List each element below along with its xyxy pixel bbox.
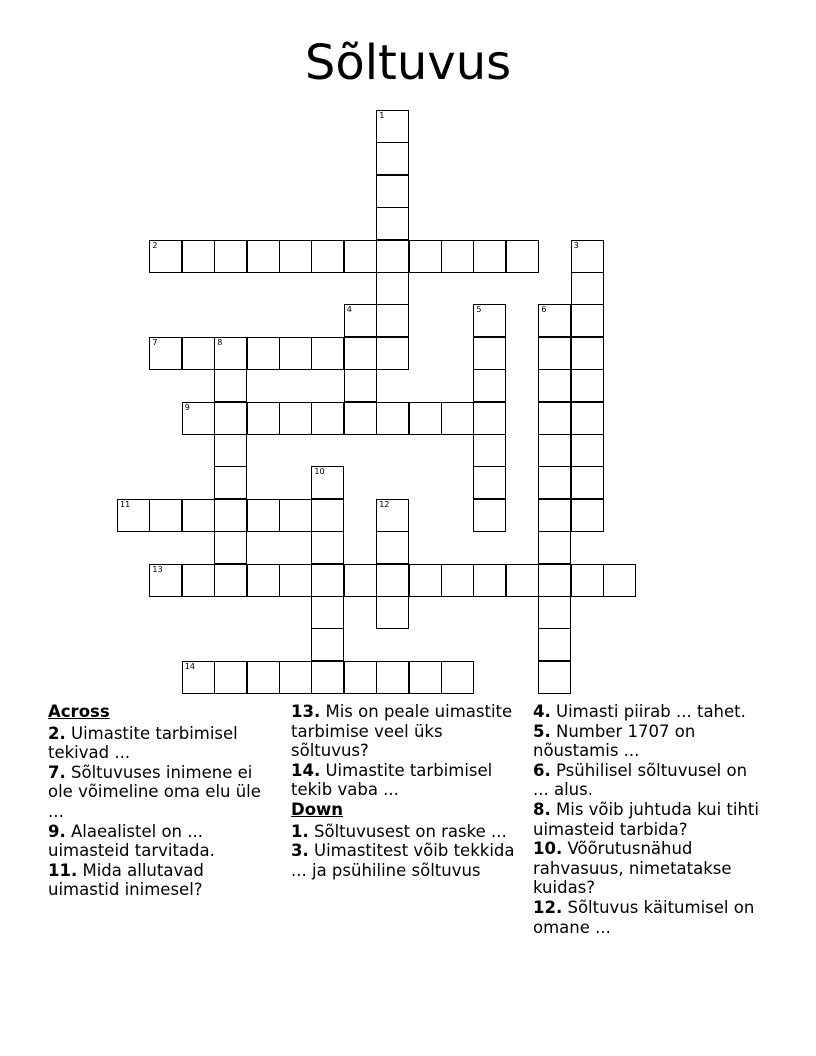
grid-cell[interactable] bbox=[538, 596, 571, 629]
grid-cell[interactable] bbox=[214, 240, 247, 273]
clue-number: 11 bbox=[120, 499, 131, 509]
grid-cell[interactable] bbox=[214, 369, 247, 402]
clue-down-4: 4. Uimasti piirab ... tahet. bbox=[533, 702, 746, 721]
clue-number: 9 bbox=[184, 402, 190, 412]
grid-cell[interactable] bbox=[279, 240, 312, 273]
grid-cell[interactable] bbox=[376, 596, 409, 629]
grid-cell[interactable] bbox=[214, 466, 247, 499]
grid-cell[interactable] bbox=[376, 402, 409, 435]
grid-cell[interactable] bbox=[247, 337, 280, 370]
grid-cell[interactable] bbox=[571, 466, 604, 499]
clue-down-5: 5. Number 1707 on nõustamis ... bbox=[533, 721, 696, 761]
clue-across-14: 14. Uimastite tarbimisel tekib vaba ... bbox=[291, 760, 493, 800]
grid-cell[interactable] bbox=[247, 564, 280, 597]
grid-cell[interactable] bbox=[311, 596, 344, 629]
clue-down-3: 3. Uimastitest võib tekkida ... ja psühiline sõltuvus bbox=[291, 841, 515, 880]
grid-cell[interactable] bbox=[506, 240, 539, 273]
grid-cell[interactable] bbox=[182, 337, 215, 370]
grid-cell[interactable] bbox=[571, 564, 604, 597]
grid-cell[interactable] bbox=[538, 499, 571, 532]
grid-cell[interactable] bbox=[182, 661, 215, 694]
grid-cell[interactable] bbox=[538, 434, 571, 467]
grid-cell[interactable] bbox=[279, 337, 312, 370]
grid-cell[interactable] bbox=[182, 499, 215, 532]
grid-cell[interactable] bbox=[538, 564, 571, 597]
clue-number: 5 bbox=[476, 305, 482, 315]
grid-cell[interactable] bbox=[538, 369, 571, 402]
grid-cell[interactable] bbox=[214, 564, 247, 597]
grid-cell[interactable] bbox=[473, 369, 506, 402]
grid-cell[interactable] bbox=[376, 531, 409, 564]
grid-cell[interactable] bbox=[311, 240, 344, 273]
grid-cell[interactable] bbox=[344, 402, 377, 435]
grid-cell[interactable] bbox=[473, 337, 506, 370]
across-heading: Across bbox=[48, 702, 110, 721]
grid-cell[interactable] bbox=[214, 434, 247, 467]
grid-cell[interactable] bbox=[538, 661, 571, 694]
grid-cell[interactable] bbox=[149, 564, 182, 597]
grid-cell[interactable] bbox=[214, 661, 247, 694]
clue-number: 8 bbox=[217, 337, 223, 347]
grid-cell[interactable] bbox=[311, 402, 344, 435]
grid-cell[interactable] bbox=[538, 466, 571, 499]
grid-cell[interactable] bbox=[344, 661, 377, 694]
grid-cell[interactable] bbox=[538, 337, 571, 370]
grid-cell[interactable] bbox=[344, 304, 377, 337]
grid-cell[interactable] bbox=[376, 661, 409, 694]
grid-cell[interactable] bbox=[182, 240, 215, 273]
grid-cell[interactable] bbox=[376, 175, 409, 208]
grid-cell[interactable] bbox=[409, 564, 442, 597]
clues-column-2 bbox=[291, 702, 523, 880]
grid-cell[interactable] bbox=[311, 661, 344, 694]
grid-cell[interactable] bbox=[473, 499, 506, 532]
grid-cell[interactable] bbox=[538, 304, 571, 337]
grid-cell[interactable] bbox=[571, 272, 604, 305]
grid-cell[interactable] bbox=[473, 402, 506, 435]
grid-cell[interactable] bbox=[376, 207, 409, 240]
grid-cell[interactable] bbox=[214, 531, 247, 564]
grid-cell[interactable] bbox=[344, 240, 377, 273]
clue-down-10: 10. Võõrutusnähud rahvasuus, nimetatakse kuidas? bbox=[533, 839, 732, 898]
clue-number: 7 bbox=[152, 337, 158, 347]
grid-cell[interactable] bbox=[279, 402, 312, 435]
grid-cell[interactable] bbox=[376, 304, 409, 337]
grid-cell[interactable] bbox=[571, 434, 604, 467]
clue-number: 2 bbox=[152, 240, 158, 250]
grid-cell[interactable] bbox=[571, 402, 604, 435]
grid-cell[interactable] bbox=[376, 272, 409, 305]
grid-cell[interactable] bbox=[376, 240, 409, 273]
grid-cell[interactable] bbox=[214, 499, 247, 532]
clue-number: 6 bbox=[541, 305, 547, 315]
grid-cell[interactable] bbox=[409, 661, 442, 694]
grid-cell[interactable] bbox=[441, 661, 474, 694]
grid-cell[interactable] bbox=[473, 240, 506, 273]
grid-cell[interactable] bbox=[279, 499, 312, 532]
clue-across-13: 13. Mis on peale uimastite tarbimise veel üks sõltuvus? bbox=[291, 702, 513, 761]
clue-across-2: 2. Uimastite tarbimisel tekivad ... bbox=[48, 723, 238, 763]
grid-cell[interactable] bbox=[182, 564, 215, 597]
grid-cell[interactable] bbox=[441, 564, 474, 597]
grid-cell[interactable] bbox=[214, 402, 247, 435]
clue-across-11: 11. Mida allutavad uimastid inimesel? bbox=[48, 860, 204, 900]
grid-cell[interactable] bbox=[149, 337, 182, 370]
grid-cell[interactable] bbox=[571, 337, 604, 370]
grid-cell[interactable] bbox=[376, 142, 409, 175]
grid-cell[interactable] bbox=[571, 499, 604, 532]
clue-across-9: 9. Alaealistel on ... uimasteid tarvitada. bbox=[48, 821, 215, 861]
grid-cell[interactable] bbox=[409, 402, 442, 435]
clues-column-3 bbox=[533, 702, 765, 937]
grid-cell[interactable] bbox=[538, 628, 571, 661]
grid-cell[interactable] bbox=[344, 564, 377, 597]
grid-cell[interactable] bbox=[344, 337, 377, 370]
clue-number: 3 bbox=[573, 240, 579, 250]
grid-cell[interactable] bbox=[473, 304, 506, 337]
grid-cell[interactable] bbox=[247, 661, 280, 694]
grid-cell[interactable] bbox=[247, 402, 280, 435]
grid-cell[interactable] bbox=[182, 402, 215, 435]
grid-cell[interactable] bbox=[571, 240, 604, 273]
grid-cell[interactable] bbox=[538, 531, 571, 564]
grid-cell[interactable] bbox=[376, 564, 409, 597]
clue-number: 1 bbox=[379, 111, 385, 120]
grid-cell[interactable] bbox=[571, 304, 604, 337]
grid-cell[interactable] bbox=[149, 499, 182, 532]
clue-number: 4 bbox=[346, 305, 352, 315]
grid-cell[interactable] bbox=[473, 564, 506, 597]
grid-cell[interactable] bbox=[603, 564, 636, 597]
grid-cell[interactable] bbox=[344, 369, 377, 402]
grid-cell[interactable] bbox=[376, 337, 409, 370]
grid-cell[interactable] bbox=[506, 564, 539, 597]
clue-down-1: 1. Sõltuvusest on raske ... bbox=[291, 821, 507, 841]
grid-cell[interactable] bbox=[311, 564, 344, 597]
grid-cell[interactable] bbox=[473, 434, 506, 467]
grid-cell[interactable] bbox=[441, 402, 474, 435]
clue-number: 14 bbox=[184, 661, 195, 671]
grid-cell[interactable] bbox=[538, 402, 571, 435]
grid-cell[interactable] bbox=[311, 499, 344, 532]
grid-cell[interactable] bbox=[117, 499, 150, 532]
clue-down-12: 12. Sõltuvus käitumisel on omane ... bbox=[533, 897, 755, 937]
grid-cell[interactable] bbox=[473, 466, 506, 499]
grid-cell[interactable] bbox=[311, 337, 344, 370]
grid-cell[interactable] bbox=[409, 240, 442, 273]
grid-cell[interactable] bbox=[214, 337, 247, 370]
clue-across-7: 7. Sõltuvuses inimene ei ole võimeline oma elu üle ... bbox=[48, 762, 261, 821]
grid-cell[interactable] bbox=[279, 564, 312, 597]
clue-number: 13 bbox=[152, 564, 163, 574]
grid-cell[interactable] bbox=[571, 369, 604, 402]
grid-cell[interactable] bbox=[441, 240, 474, 273]
grid-cell[interactable] bbox=[279, 661, 312, 694]
grid-cell[interactable] bbox=[311, 531, 344, 564]
clue-down-8: 8. Mis võib juhtuda kui tihti uimasteid tarbida? bbox=[533, 799, 759, 839]
grid-cell[interactable] bbox=[311, 466, 344, 499]
clue-number: 10 bbox=[314, 467, 325, 477]
clues-column-1 bbox=[48, 702, 280, 900]
grid-cell[interactable] bbox=[149, 240, 182, 273]
grid-cell[interactable] bbox=[376, 110, 409, 143]
clue-number: 12 bbox=[379, 499, 390, 509]
clue-down-6: 6. Psühilisel sõltuvusel on ... alus. bbox=[533, 760, 748, 800]
grid-cell[interactable] bbox=[247, 240, 280, 273]
page-title: Sõltuvus bbox=[304, 35, 512, 91]
grid-cell[interactable] bbox=[376, 499, 409, 532]
grid-cell[interactable] bbox=[247, 499, 280, 532]
down-heading: Down bbox=[291, 799, 344, 819]
grid-cell[interactable] bbox=[311, 628, 344, 661]
